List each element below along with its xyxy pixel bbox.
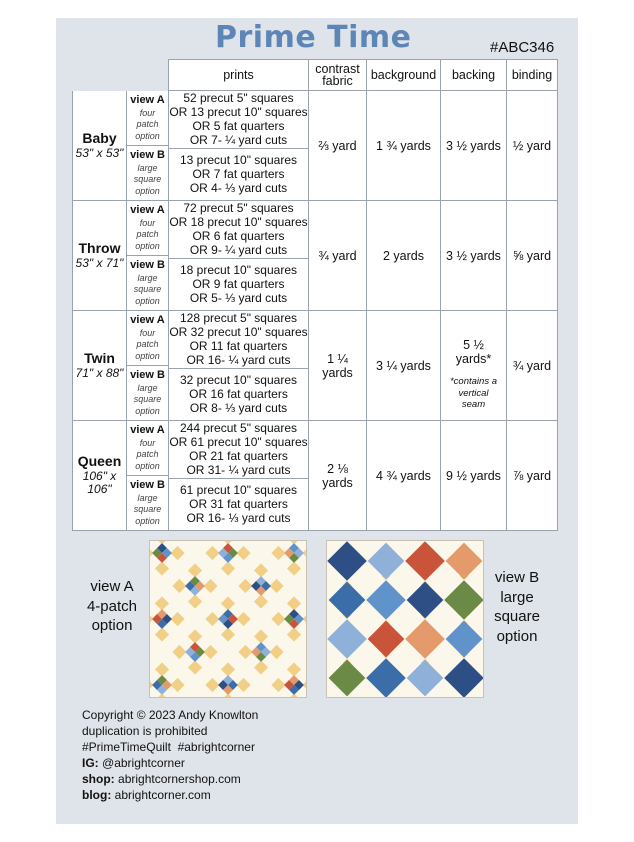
quilt-block: [150, 596, 185, 641]
column-header-contrast: contrast fabric: [309, 59, 367, 91]
backing-value: 5 ½ yards*: [455, 338, 492, 367]
instagram-handle: @abrightcorner: [102, 756, 185, 771]
footer-credits: [82, 707, 258, 803]
backing-note: *contains a vertical seam: [449, 376, 497, 411]
quilt-block: [172, 629, 217, 674]
background-value: 1 ¾ yards: [367, 91, 441, 201]
view-b-prints: 13 precut 10" squares OR 7 fat quarters OR 4- ⅓ yard cuts: [180, 153, 297, 196]
background-value: 4 ¾ yards: [367, 421, 441, 531]
quilt-block: [150, 662, 185, 697]
binding-value: ⅝ yard: [507, 201, 558, 311]
quilt-block: [397, 611, 454, 668]
hashtags-text: #PrimeTimeQuilt #abrightcorner: [82, 740, 255, 755]
view-a-label: view A four patch option: [127, 421, 168, 476]
contrast-value: 1 ¼ yards: [309, 311, 367, 421]
backing-value: 3 ½ yards: [441, 91, 507, 201]
instagram-line: IG: @abrightcorner: [82, 756, 185, 771]
quilt-block: [436, 650, 483, 697]
view-b-prints: 18 precut 10" squares OR 9 fat quarters OR 5- ⅓ yard cuts: [180, 263, 297, 306]
pattern-id: #ABC346: [490, 39, 555, 56]
background-value: 3 ¼ yards: [367, 311, 441, 421]
view-labels: [127, 311, 169, 421]
backing-value-cell: [441, 311, 507, 421]
quilt-block: [205, 662, 250, 697]
quilt-block: [238, 563, 283, 608]
size-dimensions: 106" x 106": [82, 468, 117, 497]
quilt-block: [446, 621, 483, 658]
view-labels: [127, 201, 169, 311]
size-name: Queen: [77, 453, 122, 470]
quilt-block: [329, 660, 366, 697]
backing-value: 3 ½ yards: [441, 201, 507, 311]
shop-line: shop: abrightcornershop.com: [82, 772, 241, 787]
quilt-view-a-image: [149, 540, 307, 698]
quilt-block: [407, 660, 444, 697]
view-b-prints: 32 precut 10" squares OR 16 fat quarters OR 8- ⅓ yard cuts: [180, 373, 297, 416]
quilt-block: [271, 596, 306, 641]
binding-value: ¾ yard: [507, 311, 558, 421]
column-header-binding: binding: [507, 59, 558, 91]
view-a-caption: view A 4-patch option: [86, 578, 138, 634]
prints-cell: [169, 311, 309, 421]
contrast-value: ¾ yard: [309, 201, 367, 311]
quilt-block: [327, 541, 375, 589]
quilt-block: [150, 541, 185, 576]
yardage-table: [72, 59, 558, 531]
contrast-value: ⅔ yard: [309, 91, 367, 201]
copyright-text: Copyright © 2023 Andy Knowlton: [82, 708, 259, 722]
size-dimensions: 53" x 71": [75, 255, 124, 270]
quilt-block: [271, 541, 306, 576]
quilt-block: [407, 582, 444, 619]
view-a-label: view A four patch option: [127, 91, 168, 146]
size-name: Throw: [78, 239, 121, 256]
view-a-prints: 52 precut 5" squares OR 13 precut 10" squares OR 5 fat quarters OR 7- ¼ yard cuts: [169, 91, 308, 148]
quilt-block: [271, 662, 306, 697]
shop-url: abrightcornershop.com: [118, 772, 241, 787]
view-labels: [127, 91, 169, 201]
duplication-text: duplication is prohibited: [82, 724, 208, 739]
prints-cell: [169, 421, 309, 531]
view-b-prints: 61 precut 10" squares OR 31 fat quarters OR 16- ⅓ yard cuts: [180, 483, 297, 526]
pattern-title: Prime Time: [215, 20, 412, 55]
size-twin: [72, 311, 127, 421]
contrast-value: 2 ⅛ yards: [309, 421, 367, 531]
size-throw: [72, 201, 127, 311]
binding-value: ½ yard: [507, 91, 558, 201]
quilt-block: [205, 541, 250, 576]
quilt-block: [446, 543, 483, 580]
view-b-label: view B large square option: [130, 259, 165, 306]
column-header-background: background: [367, 59, 441, 91]
prints-cell: [169, 201, 309, 311]
prints-cell: [169, 91, 309, 201]
view-b-label: view B large square option: [130, 149, 165, 196]
quilt-block: [368, 543, 405, 580]
view-b-label: view B large square option: [130, 369, 165, 416]
background-value: 2 yards: [367, 201, 441, 311]
quilt-block: [358, 572, 415, 629]
view-a-label: view A four patch option: [127, 201, 168, 256]
quilt-block: [172, 563, 217, 608]
size-dimensions: 53" x 53": [75, 145, 124, 160]
view-a-prints: 72 precut 5" squares OR 18 precut 10" squares OR 6 fat quarters OR 9- ¼ yard cuts: [169, 201, 308, 258]
column-header-prints: prints: [169, 59, 309, 91]
quilt-view-b-image: [326, 540, 484, 698]
table-corner-blank: [72, 59, 127, 91]
view-a-label: view A four patch option: [127, 311, 168, 366]
quilt-block: [368, 621, 405, 658]
blog-line: blog: abrightcorner.com: [82, 788, 211, 803]
quilt-block: [205, 596, 250, 641]
table-corner-blank: [127, 59, 169, 91]
view-b-label: view B large square option: [130, 479, 165, 526]
size-queen: [72, 421, 127, 531]
size-name: Baby: [82, 129, 117, 146]
binding-value: ⅞ yard: [507, 421, 558, 531]
view-b-caption: view B large square option: [494, 569, 540, 645]
backing-value: 9 ½ yards: [441, 421, 507, 531]
column-header-backing: backing: [441, 59, 507, 91]
view-a-prints: 128 precut 5" squares OR 32 precut 10" squares OR 11 fat quarters OR 16- ¼ yard cuts: [169, 311, 308, 368]
view-a-prints: 244 precut 5" squares OR 61 precut 10" squares OR 21 fat quarters OR 31- ¼ yard cuts: [169, 421, 308, 478]
size-name: Twin: [84, 349, 115, 366]
quilt-block: [329, 582, 366, 619]
size-dimensions: 71" x 88": [75, 365, 124, 380]
quilt-block: [238, 629, 283, 674]
size-baby: [72, 91, 127, 201]
view-labels: [127, 421, 169, 531]
blog-url: abrightcorner.com: [114, 788, 211, 803]
